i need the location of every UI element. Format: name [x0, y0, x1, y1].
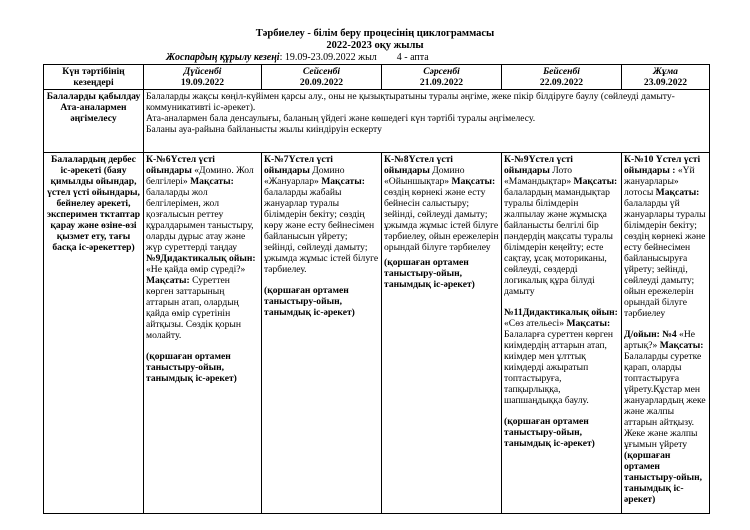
header-row — [44, 65, 710, 90]
area-note: (қоршаған ортамен таныстыру-ойын, танымдық іс-әрекет) — [146, 351, 237, 384]
planning-period-label: Жоспардың құрылу кезеңі — [166, 52, 280, 63]
game-name: Домино «Жануарлар» — [264, 165, 345, 187]
game-name: «Домино. Жол белгілері» — [146, 165, 254, 187]
game-name: Лото «Мамандықтар» — [504, 165, 573, 187]
goal-text: балаларды жабайы жануарлар туралы білімдерін бекіту; сөздің көру және есту бейнесімен байланысын үйрету; зейінді, сөйлеуді дамыту; ұжымда жұмыс істей білуге тәрбиелеу. — [264, 187, 379, 275]
goal-label: Мақсаты: — [190, 176, 234, 187]
game-name-2: «Сөз ательесі» — [504, 318, 565, 329]
header-day-3 — [382, 65, 502, 90]
activity-cell-2 — [262, 153, 382, 514]
game-title-2: Д/ойын: №4 — [624, 329, 677, 340]
game-block-2 — [624, 329, 707, 450]
goal-text: балалардың мамандықтар туралы білімдерін жалпылау және жұмысқа байланысты белгілі бір пәндердің мақсаты туралы білімдерін кеңейту; есте сақтау, ұсақ моториканы, сөйлеуді, сөздерді логикалық құра білуді дамыту — [504, 187, 613, 297]
activity-row-head: Балалардың дербес іс-әрекеті (баяу қимылды ойындар, үстел үсті ойындары, бейнелеу әрекеті, эксперимен тктаптар қарау және өзіне-өзі қызмет ету, тағы басқа іс-әрекеттер) — [44, 153, 144, 514]
game-name: Домино «Ойыншықтар» — [384, 165, 465, 187]
planning-period-value: : 19.09-23.09.2022 жыл 4 - апта — [279, 52, 429, 63]
game-title-2: №9Дидактикалық ойын: — [146, 253, 256, 264]
game-name-2: «Не артық?» — [624, 329, 696, 351]
day-date: 22.09.2022 — [539, 77, 584, 88]
reception-line-1: Балаларды жақсы көңіл-күйімен қарсы алу., оны не қызықтыратыны туралы әңгіме, жеке пікір білдіруге баулу (сөйлеуді дамыту-коммуникативті іс-әрекет). — [146, 91, 675, 113]
reception-row — [44, 90, 710, 153]
activity-cell-4 — [502, 153, 622, 514]
reception-line-2: Ата-аналармен бала денсаулығы, баланың үйдегі және көшедегі күн тәртібі туралы әңгімелесу. — [146, 113, 536, 124]
goal-text-2: Балаларды суретке қарап, оларды топтастыруға үйрету.Құстар мен жануарлардың жеке және жалпы аттарын айтқызу. Жеке және жалпы ұғымын үйрету — [624, 351, 706, 450]
activity-cell-3 — [382, 153, 502, 514]
goal-text: балаларды жол белгілерімен, жол қозғалысын реттеу құралдарымен таныстыру, оларды дұрыс атау және жүр суреттерді таңдау — [146, 187, 254, 253]
goal-label: Мақсаты: — [321, 176, 365, 187]
goal-label-2: Мақсаты: — [146, 275, 190, 286]
game-title: К-№7Үстел үсті ойындары — [264, 154, 333, 176]
day-date: 23.09.2022 — [643, 77, 688, 88]
header-stage: Күн тәртібінің кезеңдері — [44, 65, 144, 90]
day-name: Сәрсенбі — [423, 66, 460, 77]
game-title: К-№10 Үстел үсті ойындары : — [624, 154, 701, 176]
goal-label-2: Мақсаты: — [566, 318, 611, 329]
document-title: Тәрбиелеу - білім беру процесінің циклограммасы — [255, 28, 495, 39]
area-note: (қоршаған ортамен таныстыру-ойын, танымдық іс-әрекет) — [264, 285, 355, 318]
header-day-1 — [144, 65, 262, 90]
activity-cell-5 — [622, 153, 710, 514]
goal-text-2: Суреттен көрген заттарының аттарын атап, олардың қайда өмір сүретінін айтқызы. Сөздік қорын молайту. — [146, 275, 241, 341]
area-note: (қоршаған ортамен таныстыру-ойын, танымдық іс-әрекет) — [384, 257, 475, 290]
goal-label: Мақсаты: — [451, 176, 496, 187]
goal-label: Мақсаты: — [573, 176, 618, 187]
goal-label: Мақсаты: — [655, 187, 700, 198]
document-subtitle: 2022-2023 оқу жылы — [326, 40, 424, 51]
game-block-2 — [504, 307, 619, 406]
day-name: Бейсенбі — [543, 66, 580, 77]
cyclogram-table — [43, 64, 710, 514]
reception-row-head: Балаларды қабылдау Ата-аналармен әңгімелесу — [44, 90, 144, 153]
game-title-2: №11Дидактикалық ойын: — [504, 307, 618, 318]
header-day-4 — [502, 65, 622, 90]
game-name-2: «Не қайда өмір сүреді?» — [146, 264, 246, 275]
area-note: (қоршаған ортамен таныстыру-ойын, танымдық іс-әрекет) — [504, 416, 595, 449]
game-title: К-№9Үстел үсті ойындары — [504, 154, 573, 176]
day-name: Дүйсенбі — [183, 66, 222, 77]
day-date: 20.09.2022 — [299, 77, 344, 88]
day-name: Сейсенбі — [302, 66, 341, 77]
goal-text: балаларды үй жануарлары туралы білімдерін бекіту; сөздің көрнекі және есту бейнесімен байланысыруға үйрету; зейінді, сөйлеуді дамыту; ойын ережелерін орындай білуге тәрбиелеу — [624, 198, 706, 319]
header-day-2 — [262, 65, 382, 90]
goal-label-2: Мақсаты: — [659, 340, 704, 351]
goal-text: сөздің көрнекі және есту бейнесін салыстыру; зейінді, сөйлеуді дамыту; ұжымда жұмыс істей білуге тәрбиелеу, ойын ережелерін орындай білуге тәрбиелеу — [384, 187, 499, 253]
game-name: «Үй жануарлары» лотосы — [624, 165, 695, 198]
game-title: К-№6Үстел үсті ойындары — [146, 154, 215, 176]
day-date: 21.09.2022 — [419, 77, 464, 88]
header-day-5 — [622, 65, 710, 90]
game-title: К-№8Үстел үсті ойындары — [384, 154, 453, 176]
day-name: Жұма — [653, 66, 678, 77]
activity-row — [44, 153, 710, 514]
reception-row-body — [144, 90, 710, 153]
area-note: (қоршаған ортамен таныстыру-ойын, танымдық іс-әрекет) — [624, 450, 703, 505]
activity-cell-1 — [144, 153, 262, 514]
goal-text-2: Балаларға суреттен көрген киімдердің аттарын атап, киімдер мен ұлттық киімдерді ажыратып топтастыруға, тапқырлыққа, шапшаңдыққа баулу. — [504, 329, 614, 406]
day-date: 19.09.2022 — [180, 77, 225, 88]
reception-line-3: Баланы ауа-райына байланысты жылы киіндіруін ескерту — [146, 124, 382, 135]
planning-period — [166, 52, 429, 64]
